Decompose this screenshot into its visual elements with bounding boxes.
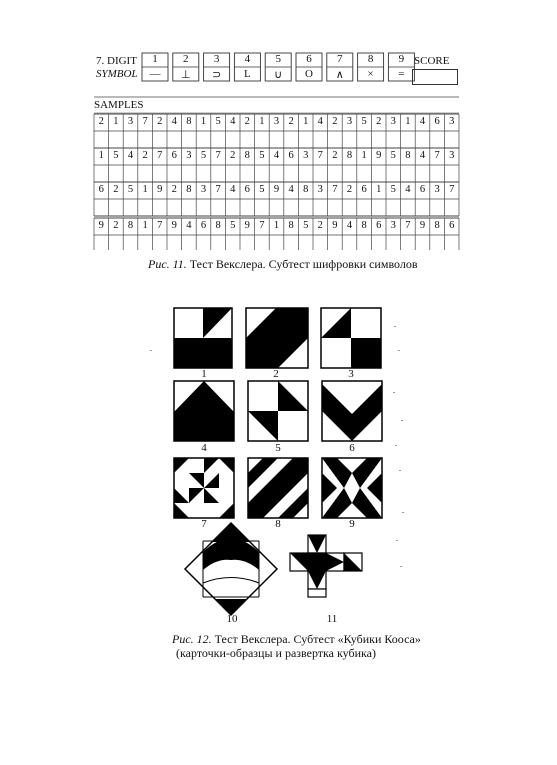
sample-digit: 1	[200, 116, 207, 127]
key-digit: 9	[398, 53, 405, 65]
sample-digit: 6	[171, 150, 177, 161]
key-symbol: ∧	[335, 69, 344, 81]
figure-11-caption: Рис. 11. Тест Векслера. Субтест шифровки символов	[148, 257, 418, 271]
sample-digit: 4	[230, 184, 236, 195]
sample-digit: 6	[434, 116, 440, 127]
kohs-card-label: 8	[275, 518, 281, 530]
sample-digit: 3	[346, 116, 353, 127]
sample-digit: 5	[259, 150, 265, 161]
sample-digit: 1	[98, 150, 104, 161]
sample-digit: 1	[303, 116, 309, 127]
sample-digit: 2	[142, 150, 148, 161]
sample-digit: 8	[186, 116, 192, 127]
kohs-card-label: 9	[349, 518, 355, 530]
kohs-card-8	[248, 458, 308, 518]
key-symbol: L	[244, 68, 251, 80]
sample-digit: 1	[361, 150, 367, 161]
sample-digit: 1	[113, 116, 119, 127]
sample-digit: 4	[288, 184, 294, 195]
sample-digit: 3	[390, 116, 396, 127]
sample-digit: 2	[244, 116, 250, 127]
sample-digit: 9	[244, 220, 250, 231]
sample-digit: 7	[259, 220, 265, 231]
key-digit: 2	[183, 53, 189, 65]
kohs-card-3	[321, 308, 381, 368]
sample-digit: 2	[113, 184, 119, 195]
sample-digit: 7	[332, 184, 338, 195]
sample-digit: 9	[273, 184, 280, 195]
sample-digit: 4	[273, 150, 280, 161]
sample-digit: 4	[171, 116, 177, 127]
sample-digit: 6	[98, 184, 104, 195]
sample-digit: 4	[230, 116, 236, 127]
sample-digit: 5	[361, 116, 367, 127]
key-symbol: O	[305, 68, 313, 80]
sample-digit: 9	[419, 220, 426, 231]
sample-digit: 9	[171, 220, 177, 231]
sample-digit: 2	[376, 116, 382, 127]
sample-digit: 2	[317, 220, 323, 231]
sample-digit: 4	[186, 220, 192, 231]
kohs-card-label: 2	[273, 368, 279, 380]
samples-label: SAMPLES	[94, 99, 144, 111]
sample-digit: 8	[244, 150, 250, 161]
key-symbol: =	[398, 68, 405, 80]
kohs-card-2	[246, 308, 308, 368]
kohs-card-10	[185, 523, 277, 615]
sample-digit: 7	[157, 220, 163, 231]
key-digit: 4	[244, 53, 251, 65]
item-label-symbol: SYMBOL	[96, 68, 138, 80]
sample-digit: 8	[405, 150, 411, 161]
kohs-card-6	[322, 381, 382, 441]
kohs-card-label: 3	[348, 368, 354, 380]
sample-digit: 2	[98, 116, 104, 127]
key-digit: 3	[213, 53, 220, 65]
sample-digit: 5	[259, 184, 265, 195]
sample-digit: 8	[186, 184, 192, 195]
sample-digit: 4	[346, 220, 353, 231]
sample-digit: 2	[230, 150, 236, 161]
sample-digit: 5	[303, 220, 309, 231]
key-symbol: ⊥	[181, 69, 191, 81]
sample-digit: 4	[317, 116, 323, 127]
sample-digit: 9	[332, 220, 338, 231]
sample-digit: 6	[419, 184, 426, 195]
sample-digit: 6	[361, 184, 367, 195]
sample-digit: 1	[376, 184, 382, 195]
sample-digit: 7	[157, 150, 163, 161]
kohs-card-11	[290, 535, 362, 597]
sample-digit: 5	[200, 150, 207, 161]
kohs-card-label: 11	[326, 613, 338, 625]
sample-digit: 3	[127, 116, 134, 127]
sample-digit: 8	[215, 220, 221, 231]
sample-digit: 3	[273, 116, 280, 127]
sample-digit: 2	[332, 150, 338, 161]
sample-digit: 3	[186, 150, 192, 161]
sample-digit: 2	[332, 116, 338, 127]
item-label-digit: 7. DIGIT	[96, 55, 137, 67]
sample-digit: 5	[390, 150, 396, 161]
sample-digit: 7	[142, 116, 148, 127]
sample-digit: 1	[405, 116, 411, 127]
sample-digit: 8	[434, 220, 440, 231]
sample-digit: 3	[200, 184, 207, 195]
sample-digit: 3	[303, 150, 309, 161]
key-digit: 7	[337, 53, 343, 65]
sample-digit: 8	[127, 220, 134, 231]
sample-digit: 1	[142, 184, 148, 195]
sample-digit: 2	[171, 184, 177, 195]
sample-digit: 3	[390, 220, 396, 231]
kohs-card-label: 1	[201, 368, 207, 380]
sample-digit: 3	[434, 184, 440, 195]
kohs-card-4	[174, 381, 234, 441]
sample-digit: 7	[434, 150, 440, 161]
sample-digit: 5	[215, 116, 221, 127]
score-label: SCORE	[414, 55, 450, 67]
sample-digit: 6	[449, 220, 455, 231]
sample-digit: 1	[142, 220, 148, 231]
sample-digit: 3	[449, 116, 455, 127]
sample-digit: 8	[303, 184, 309, 195]
key-symbol: ⊃	[211, 69, 222, 81]
key-symbol: ∪	[274, 69, 283, 81]
sample-digit: 4	[127, 150, 134, 161]
kohs-card-7	[174, 458, 234, 518]
sample-digit: 9	[98, 220, 104, 231]
kohs-card-5	[248, 381, 308, 441]
sample-digit: 4	[419, 116, 426, 127]
sample-digit: 5	[230, 220, 236, 231]
figure-12-caption-line-1: Рис. 12. Тест Векслера. Субтест «Кубики Кооса»	[172, 632, 421, 646]
kohs-card-label: 10	[226, 613, 238, 625]
sample-digit: 8	[346, 150, 353, 161]
sample-digit: 8	[361, 220, 367, 231]
sample-digit: 7	[215, 184, 221, 195]
sample-digit: 5	[113, 150, 119, 161]
sample-digit: 8	[288, 220, 294, 231]
sample-digit: 2	[346, 184, 353, 195]
sample-digit: 6	[244, 184, 250, 195]
sample-digit: 6	[288, 150, 294, 161]
kohs-card-1	[174, 308, 232, 368]
kohs-card-label: 4	[201, 442, 207, 454]
key-symbol: —	[149, 68, 161, 80]
key-digit: 6	[306, 53, 312, 65]
sample-digit: 7	[215, 150, 221, 161]
sample-digit: 1	[273, 220, 280, 231]
sample-digit: 3	[317, 184, 323, 195]
key-digit: 8	[367, 53, 374, 65]
sample-digit: 2	[113, 220, 119, 231]
figure-12-caption-line-2: (карточки-образцы и развертка кубика)	[176, 646, 376, 660]
key-digit: 1	[152, 53, 158, 65]
sample-digit: 5	[390, 184, 396, 195]
sample-digit: 7	[317, 150, 323, 161]
kohs-card-label: 5	[275, 442, 281, 454]
kohs-card-9	[322, 458, 382, 518]
kohs-card-label: 7	[201, 518, 207, 530]
key-digit: 5	[275, 53, 281, 65]
sample-digit: 9	[376, 150, 382, 161]
sample-digit: 7	[405, 220, 411, 231]
sample-digit: 6	[200, 220, 207, 231]
sample-digit: 4	[405, 184, 411, 195]
sample-digit: 6	[376, 220, 382, 231]
sample-digit: 5	[127, 184, 134, 195]
key-symbol: ×	[367, 68, 374, 80]
sample-digit: 9	[157, 184, 163, 195]
sample-digit: 2	[157, 116, 163, 127]
sample-digit: 2	[288, 116, 294, 127]
sample-digit: 3	[449, 150, 455, 161]
sample-digit: 1	[259, 116, 265, 127]
sample-digit: 4	[419, 150, 426, 161]
sample-digit: 7	[449, 184, 455, 195]
kohs-card-label: 6	[349, 442, 355, 454]
